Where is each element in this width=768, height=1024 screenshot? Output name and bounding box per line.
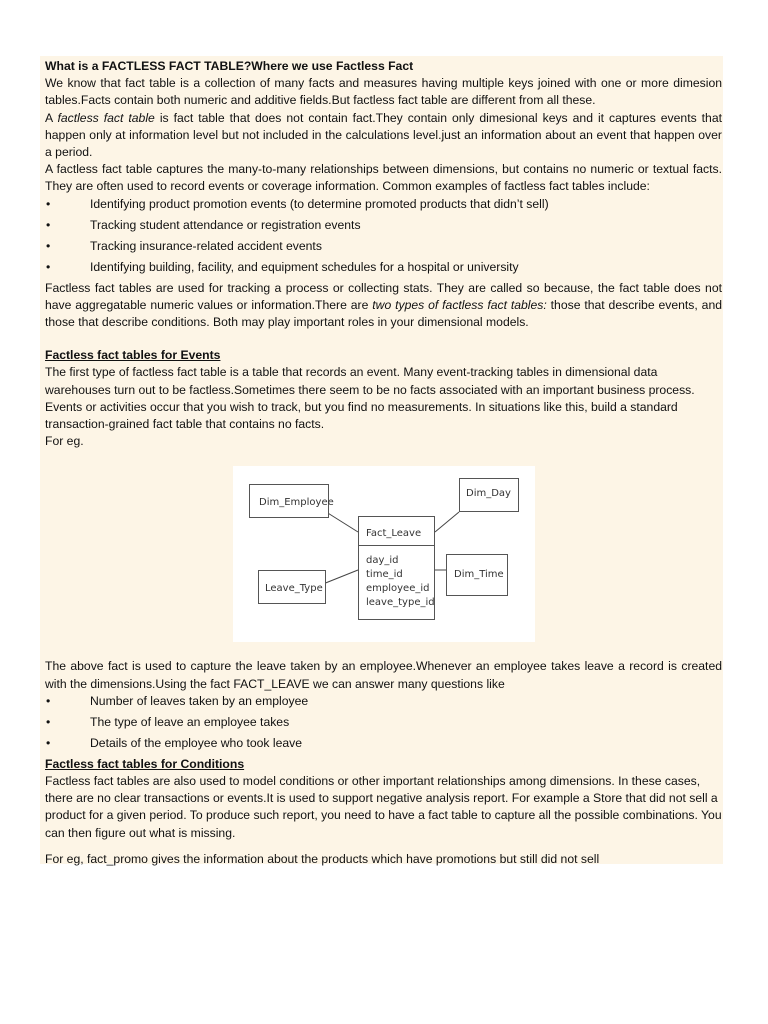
fact-leave-box: Fact_Leave day_id time_id employee_id leave_type_id	[358, 516, 435, 620]
events-heading: Factless fact tables for Events	[45, 348, 221, 363]
intro-paragraph-3: A factless fact table captures the many-to-many relationships between dimensions, but contains no numeric or textual facts. They are often used to record events or coverage information. Common examples of factless fact tables include:	[45, 162, 722, 194]
conditions-heading: Factless fact tables for Conditions	[45, 756, 245, 771]
bullet-icon: •	[46, 735, 51, 750]
bullet-icon: •	[46, 196, 51, 211]
list-item: • Identifying building, facility, and equipment schedules for a hospital or university	[46, 259, 519, 274]
list-item: • Number of leaves taken by an employee	[46, 693, 309, 708]
types-paragraph: Factless fact tables are used for tracking a process or collecting stats. They are called so because, the fact table does not have aggregatable numeric values or information.There are two types of factless fact tables: those that describe events, and those that describe conditions. Both may play important roles in your dimensional models.	[45, 280, 722, 330]
leave-type-box: Leave_Type	[258, 570, 326, 604]
intro-p2-prefix: A	[45, 110, 58, 125]
fact-leave-diagram	[233, 466, 535, 642]
after-diagram-paragraph: The above fact is used to capture the leave taken by an employee.Whenever an employee takes leave a record is created with the dimensions.Using the fact FACT_LEAVE we can answer many questions like	[45, 659, 722, 691]
list-item: • Tracking insurance-related accident events	[46, 238, 322, 253]
bullet-icon: •	[46, 693, 51, 708]
bullet-icon: •	[46, 714, 51, 729]
list-item: • Details of the employee who took leave	[46, 735, 303, 750]
list-item: • Tracking student attendance or registration events	[46, 217, 361, 232]
list-item: • The type of leave an employee takes	[46, 714, 290, 729]
document-body	[45, 58, 722, 868]
for-eg-label: For eg.	[45, 434, 84, 449]
document-title: What is a FACTLESS FACT TABLE?Where we use Factless Fact	[45, 59, 414, 73]
examples-list	[45, 196, 722, 280]
bullet-icon: •	[46, 217, 51, 232]
conditions-example: For eg, fact_promo gives the information about the products which have promotions but still did not sell	[45, 851, 600, 866]
conditions-paragraph: Factless fact tables are also used to model conditions or other important relationships among dimensions. In these cases, there are no clear transactions or events.It is used to support negative analysis report. For example a Store that did not sell a product for a given period. To produce such report, you need to have a fact table to capture all the possible combinations. You can then figure out what is missing.	[45, 774, 722, 840]
intro-paragraph-1: We know that fact table is a collection of many facts and measures having multiple keys joined with one or more dimesion tables.Facts contain both numeric and additive fields.But factless fact table are different from all these.	[45, 76, 722, 108]
list-item: • Identifying product promotion events (to determine promoted products that didn’t sell)	[46, 196, 549, 211]
events-paragraph: The first type of factless fact table is a table that records an event. Many event-tracking tables in dimensional data warehouses turn out to be factless.Sometimes there seem to be no facts associated with an important business process. Events or activities occur that you wish to track, but you find no measurements. In situations like this, build a standard transaction-grained fact table that contains no facts.	[45, 365, 695, 432]
dim-employee-box: Dim_Employee	[249, 484, 329, 518]
intro-paragraph-2	[45, 110, 722, 162]
dim-time-box: Dim_Time	[446, 554, 508, 596]
intro-p2-rest: is fact table that does not contain fact.They contain only dimesional keys and it captures events that happen only at information level but not included in the calculations level.just an information about an event that happen over a period.	[45, 110, 723, 160]
bullet-icon: •	[46, 259, 51, 274]
fact-leave-divider	[359, 545, 434, 546]
bullet-icon: •	[46, 238, 51, 253]
dim-day-box: Dim_Day	[459, 478, 519, 512]
intro-p2-italic: factless fact table	[57, 110, 155, 125]
questions-list	[45, 693, 722, 756]
